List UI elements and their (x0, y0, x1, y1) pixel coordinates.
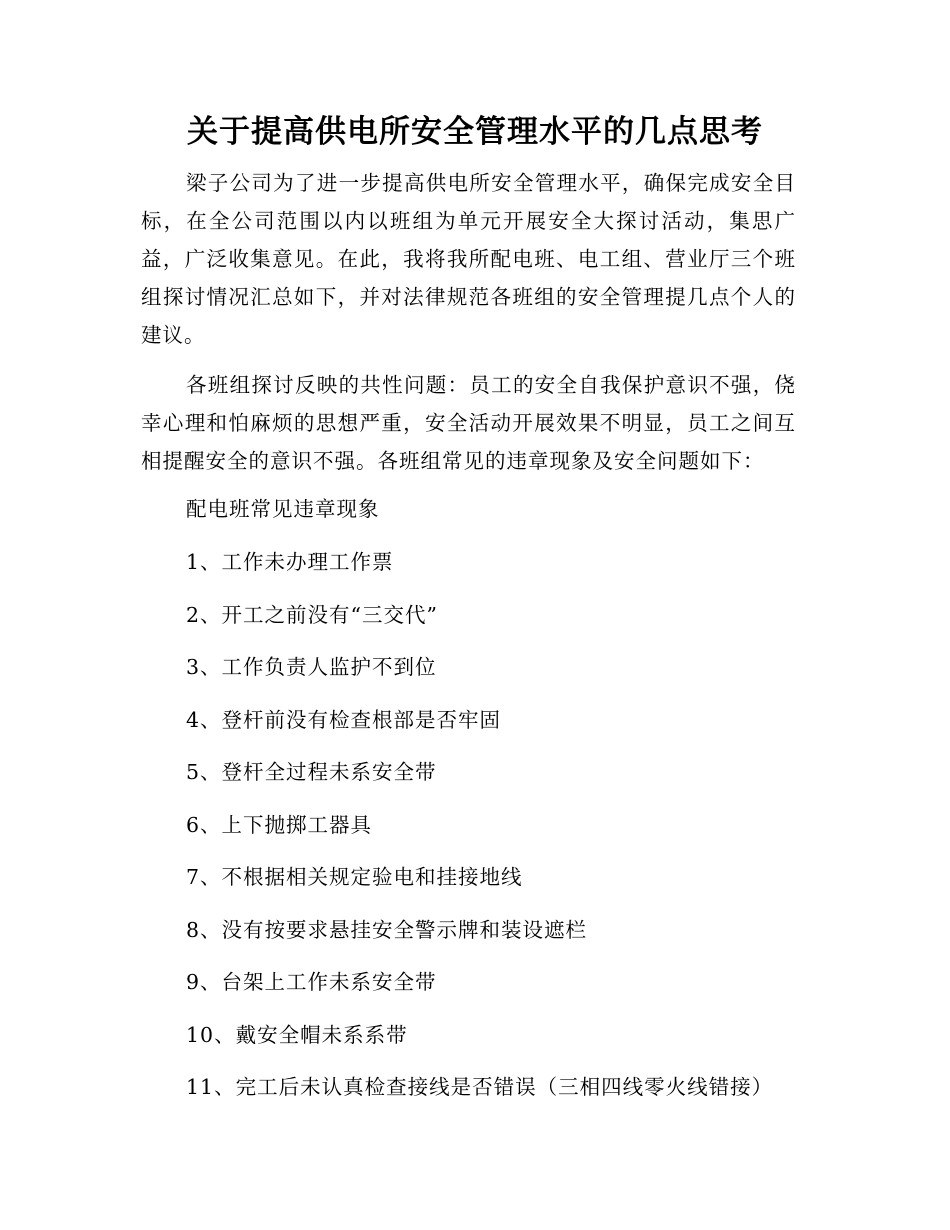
list-item: 11、完工后未认真检查接线是否错误（三相四线零火线错接） (186, 1075, 774, 1099)
list-item: 8、没有按要求悬挂安全警示牌和装设遮栏 (186, 917, 588, 942)
list-item: 6、上下抛掷工器具 (186, 812, 373, 837)
list-item: 7、不根据相关规定验电和挂接地线 (186, 865, 523, 889)
intro-paragraph: 梁子公司为了进一步提高供电所安全管理水平，确保完成安全目标，在全公司范围以内以班组为单元开展安全大探讨活动，集思广益，广泛收集意见。在此，我将我所配电班、电工组、营业厅三个班组探讨情况汇总如下，并对法律规范各班组的安全管理提几点个人的建议。 (141, 171, 796, 347)
list-item: 9、台架上工作未系安全带 (186, 970, 437, 994)
document-title: 关于提高供电所安全管理水平的几点思考 (187, 114, 763, 150)
list-item: 10、戴安全帽未系系带 (186, 1022, 408, 1047)
common-issues-paragraph: 各班组探讨反映的共性问题：员工的安全自我保护意识不强，侥幸心理和怕麻烦的思想严重，安全活动开展效果不明显，员工之间互相提醒安全的意识不强。各班组常见的违章现象及安全问题如下： (141, 373, 796, 473)
violations-list (186, 543, 806, 1121)
list-item: 5、登杆全过程未系安全带 (186, 760, 437, 784)
section-heading: 配电班常见违章现象 (186, 497, 380, 521)
list-item: 2、开工之前没有“三交代” (186, 602, 439, 627)
list-item: 4、登杆前没有检查根部是否牢固 (186, 707, 502, 732)
list-item: 3、工作负责人监护不到位 (186, 655, 437, 679)
list-item: 1、工作未办理工作票 (186, 550, 394, 574)
